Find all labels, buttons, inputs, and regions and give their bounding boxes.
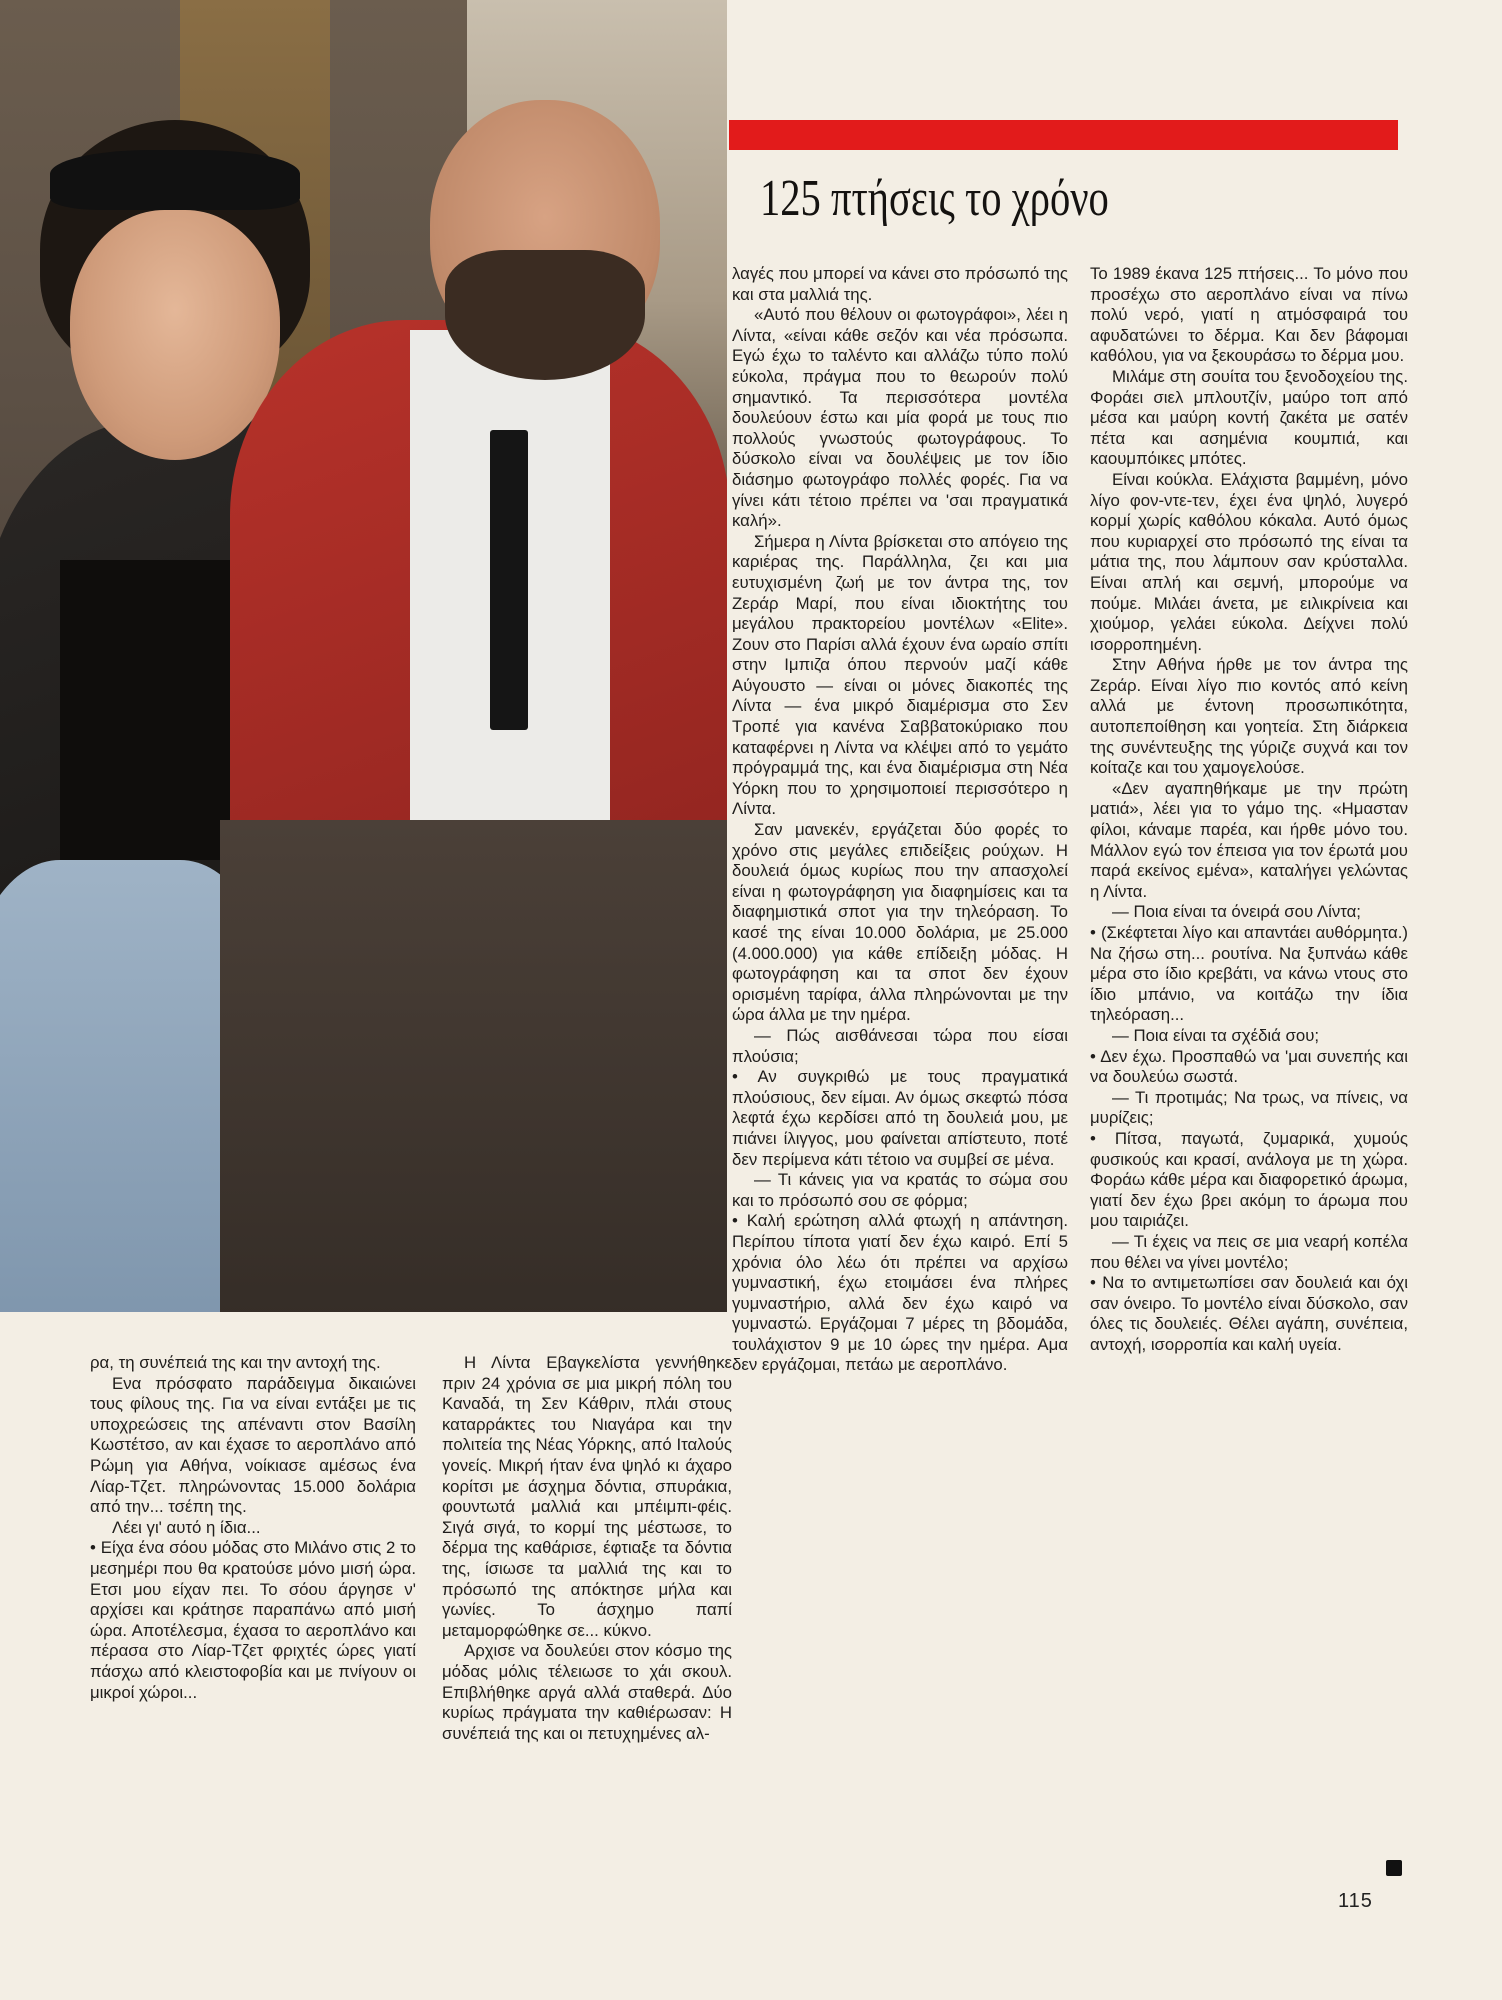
article-column-right-2	[1090, 264, 1408, 1355]
paragraph: Είναι κούκλα. Ελάχιστα βαμμένη, μόνο λίγο φον-ντε-τεν, έχει ένα ψηλό, λυγερό κορμί χωρίς καθόλου κόκαλα. Αυτό όμως που κυριαρχεί στο πρόσωπό της είναι τα μάτια της, που λάμπουν σαν κρύσταλλα. Είναι απλή και σεμνή, μπορούμε να πούμε. Μιλάει άνετα, με ειλικρίνεια και χιούμορ, γελάει εύκολα. Δείχνει πολύ ισορροπημένη.	[1090, 469, 1408, 654]
paragraph: • Είχα ένα σόου μόδας στο Μιλάνο στις 2 το μεσημέρι που θα κρατούσε μόνο μισή ώρα. Ετσι μου είχαν πει. Το σόου άργησε ν' αρχίσει και κράτησε παραπάνω από μισή ώρα. Αποτέλεσμα, έχασα το αεροπλάνο και πέρασα στο Λίαρ-Τζετ φριχτές ώρες γιατί πάσχω από κλειστοφοβία και με πνίγουν οι μικροί χώροι...	[90, 1538, 416, 1702]
article-photo	[0, 0, 727, 1312]
paragraph: ρα, τη συνέπειά της και την αντοχή της.	[90, 1353, 381, 1372]
man-tie	[490, 430, 528, 730]
paragraph: Μιλάμε στη σουίτα του ξενοδοχείου της. Φοράει σιελ μπλουτζίν, μαύρο τοπ από μέσα και μαύρη κοντή ζακέτα με σατέν πέτα και ασημένια κουμπιά, και καουμπόικες μπότες.	[1090, 366, 1408, 469]
article-column-bottom-1	[90, 1353, 416, 1703]
paragraph: • Καλή ερώτηση αλλά φτωχή η απάντηση. Περίπου τίποτα γιατί δεν έχω καιρό. Επί 5 χρόνια όλο λέω ότι πρέπει να αρχίσω γυμναστική, έχω ετοιμάσει ένα πλήρες γυμναστήριο, αλλά δεν έχω καιρό να γυμναστώ. Εργάζομαι 7 μέρες τη βδομάδα, τουλάχιστον 9 με 10 ώρες την ημέρα. Αμα δεν εργάζομαι, πετάω με αεροπλάνο.	[732, 1211, 1068, 1375]
paragraph: • (Σκέφτεται λίγο και απαντάει αυθόρμητα.) Να ζήσω στη... ρουτίνα. Να ξυπνάω κάθε μέρα στο ίδιο κρεβάτι, να κάνω ντους στο ίδιο μπάνιο, να κοιτάζω την ίδια τηλεόραση...	[1090, 923, 1408, 1025]
paragraph: Η Λίντα Εβαγκελίστα γεννήθηκε πριν 24 χρόνια σε μια μικρή πόλη του Καναδά, τη Σεν Κάθριν, πλάι στους καταρράκτες του Νιαγάρα και την πολιτεία της Νέας Υόρκης, από Ιταλούς γονείς. Μικρή ήταν ένα ψηλό κι άχαρο κορίτσι με άσχημα δόντια, σπυράκια, φουντωτά μαλλιά και μπέιμπι-φέις. Σιγά σιγά, το κορμί της μέστωσε, το δέρμα της καθάρισε, έφτιαξε τα δόντια της, ίσιωσε τα μαλλιά της και το πρόσωπό της απόκτησε μήλα και γωνίες. Το άσχημο παπί μεταμορφώθηκε σε... κύκνο.	[442, 1353, 732, 1640]
paragraph: — Ποια είναι τα όνειρά σου Λίντα;	[1112, 902, 1361, 922]
woman-face	[70, 210, 280, 460]
paragraph: «Αυτό που θέλουν οι φωτογράφοι», λέει η Λίντα, «είναι κάθε σεζόν και νέα πρόσωπα. Εγώ έχω το ταλέντο και αλλάζω τύπο πολύ εύκολα, πράγμα που το θεωρούν πολύ σημαντικό. Τα περισσότερα μοντέλα δουλεύουν έστω και μία φορά με τους πιο πολλούς γνωστούς φωτογράφους. Το δύσκολο είναι να δουλέψεις με τον ίδιο διάσημο φωτογράφο πολλές φορές. Για να γίνει κάτι τέτοιο πρέπει να 'σαι πραγματικά καλή».	[732, 305, 1068, 531]
paragraph: — Τι κάνεις για να κρατάς το σώμα σου και το πρόσωπό σου σε φόρμα;	[732, 1170, 1068, 1210]
paragraph: — Τι έχεις να πεις σε μια νεαρή κοπέλα που θέλει να γίνει μοντέλο;	[1090, 1231, 1408, 1272]
man-pants	[220, 820, 727, 1312]
paragraph: — Ποια είναι τα σχέδιά σου;	[1112, 1025, 1320, 1045]
paragraph: • Αν συγκριθώ με τους πραγματικά πλούσιους, δεν είμαι. Αν όμως σκεφτώ πόσα λεφτά έχω κερδίσει από τη δουλειά μου, με πιάνει ίλιγγος, μου φαίνεται απίστευτο, ποτέ δεν περίμενα κάτι τέτοιο να συμβεί σε μένα.	[732, 1067, 1068, 1169]
man-beard	[445, 250, 645, 380]
paragraph: • Να το αντιμετωπίσει σαν δουλειά και όχι σαν όνειρο. Το μοντέλο είναι δύσκολο, σαν όλες τις δουλειές. Θέλει αγάπη, συνέπεια, αντοχή, ισορροπία και καλή υγεία.	[1090, 1273, 1408, 1354]
paragraph: Λέει γι' αυτό η ίδια...	[112, 1517, 261, 1537]
paragraph: λαγές που μπορεί να κάνει στο πρόσωπό της και στα μαλλιά της.	[732, 264, 1068, 304]
paragraph: • Πίτσα, παγωτά, ζυμαρικά, χυμούς φυσικούς και κρασί, ανάλογα με τη χώρα. Φοράω κάθε μέρα και διαφορετικό άρωμα, γιατί δεν έχω βρει ακόμη το άρωμα που μου ταιριάζει.	[1090, 1128, 1408, 1231]
paragraph: Σήμερα η Λίντα βρίσκεται στο απόγειο της καριέρας της. Παράλληλα, ζει και μια ευτυχισμένη ζωή με τον άντρα της, τον Ζεράρ Μαρί, που είναι ιδιοκτήτης του μεγάλου πρακτορείου μοντέλων «Elite». Ζουν στο Παρίσι αλλά έχουν ένα ωραίο σπίτι στην Ιμπιζα όπου περνούν μαζί κάθε Αύγουστο — είναι οι μόνες διακοπές της Λίντα — ένα μικρό διαμέρισμα στο Σεν Τροπέ για κανένα Σαββατοκύριακο που καταφέρνει η Λίντα να κλέψει από το γεμάτο πρόγραμμά της, και ένα διαμέρισμα στη Νέα Υόρκη που το χρησιμοποιεί περισσότερο η Λίντα.	[732, 531, 1068, 819]
end-of-article-square-icon	[1386, 1860, 1402, 1876]
paragraph: Αρχισε να δουλεύει στον κόσμο της μόδας μόλις τέλειωσε το χάι σκουλ. Επιβλήθηκε αργά αλλά σταθερά. Δύο κυρίως πράγματα την καθιέρωσαν: Η συνέπειά της και οι πετυχημένες αλ-	[442, 1641, 732, 1743]
woman-headband	[50, 150, 300, 210]
paragraph: — Πώς αισθάνεσαι τώρα που είσαι πλούσια;	[732, 1025, 1068, 1066]
page-number: 115	[1338, 1890, 1373, 1912]
article-headline: 125 πτήσεις το χρόνο	[760, 170, 1109, 227]
paragraph: — Τι προτιμάς; Να τρως, να πίνεις, να μυρίζεις;	[1090, 1087, 1408, 1128]
woman-top	[60, 560, 250, 860]
article-column-bottom-2	[442, 1353, 732, 1744]
paragraph: Ενα πρόσφατο παράδειγμα δικαιώνει τους φίλους της. Για να είναι εντάξει με τις υποχρεώσεις της απέναντι στον Βασίλη Κωστέτσο, αν και έχασε το αεροπλάνο από Ρώμη για Αθήνα, νοίκιασε αμέσως ένα Λίαρ-Τζετ. πληρώνοντας 15.000 δολάρια από την... τσέπη της.	[90, 1373, 416, 1517]
paragraph: Σαν μανεκέν, εργάζεται δύο φορές το χρόνο στις μεγάλες επιδείξεις ρούχων. Η δουλειά όμως κυρίως που την απασχολεί είναι η φωτογράφηση για διαφημίσεις και τα διαφημιστικά σποτ για την τηλεόραση. Το κασέ της είναι 10.000 δολάρια, με 25.000 (4.000.000) για κάθε επίδειξη μόδας. Η φωτογράφηση και τα σποτ δεν έχουν ορισμένη ταρίφα, άλλα πληρώνονται με την ώρα άλλα με την ημέρα.	[732, 820, 1068, 1025]
article-column-right-1	[732, 264, 1068, 1376]
paragraph: • Δεν έχω. Προσπαθώ να 'μαι συνεπής και να δουλεύω σωστά.	[1090, 1046, 1408, 1087]
headline-accent-bar	[729, 120, 1398, 150]
paragraph: Στην Αθήνα ήρθε με τον άντρα της Ζεράρ. Είναι λίγο πιο κοντός από κείνη αλλά με έντονη προσωπικότητα, αυτοπεποίθηση και γοητεία. Στη διάρκεια της συνέντευξης της γύριζε συχνά και τον κοίταζε και του χαμογελούσε.	[1090, 655, 1408, 778]
paragraph: «Δεν αγαπηθήκαμε με την πρώτη ματιά», λέει για το γάμο της. «Ημασταν φίλοι, κάναμε παρέα, και ήρθε μόνο του. Μάλλον εγώ τον έπεισα για τον έρωτά μου παρά εκείνος εμένα», καταλήγει γελώντας η Λίντα.	[1090, 778, 1408, 901]
paragraph: Το 1989 έκανα 125 πτήσεις... Το μόνο που προσέχω στο αεροπλάνο είναι να πίνω πολύ νερό, γιατί η ατμόσφαιρά του αφυδατώνει το δέρμα. Και δεν βάφομαι καθόλου, για να ξεκουράσω το δέρμα μου.	[1090, 264, 1408, 366]
